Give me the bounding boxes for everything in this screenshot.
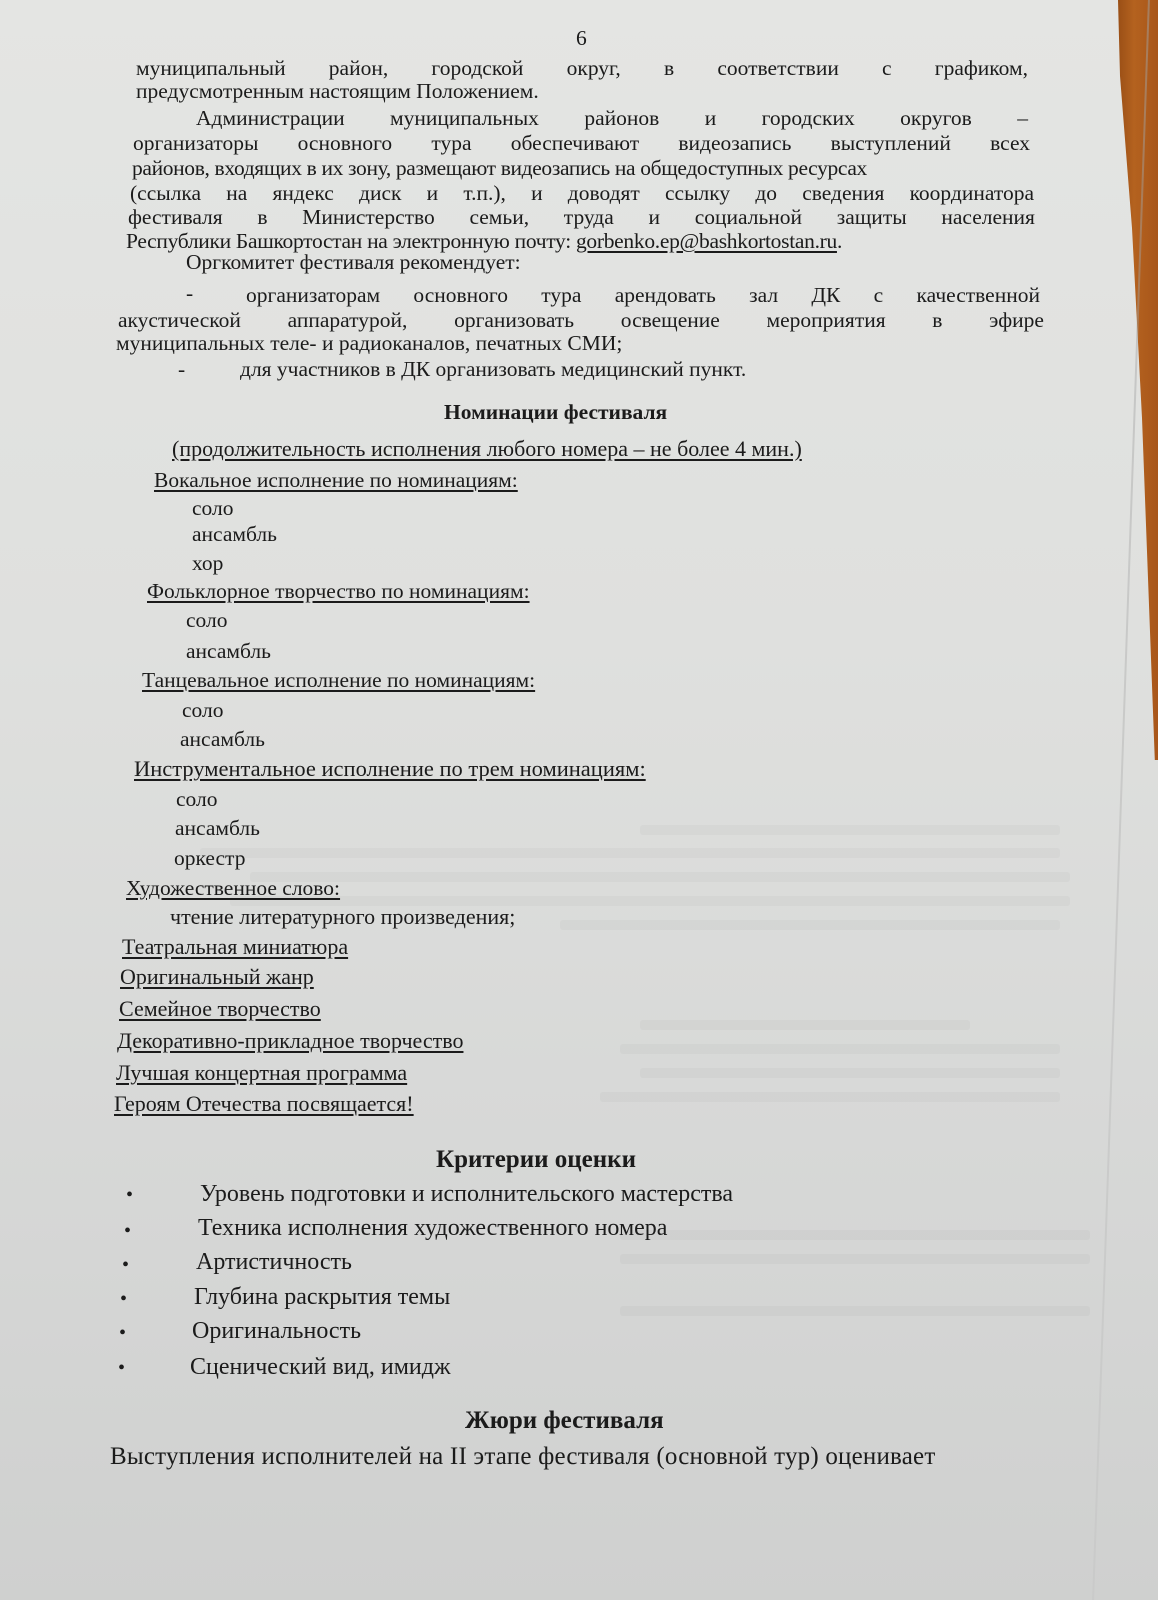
email-link[interactable]: gorbenko.ep@bashkortostan.ru <box>575 229 837 253</box>
word: труда <box>563 205 614 229</box>
nomination-group-heading: Инструментальное исполнение по трем номинациям: <box>134 756 646 781</box>
word: ссылку <box>664 181 731 205</box>
nomination-group-heading: Вокальное исполнение по номинациям: <box>154 468 518 492</box>
word: с <box>882 56 892 80</box>
nomination-single: Семейное творчество <box>119 996 321 1021</box>
bullet-icon: • <box>122 1254 130 1276</box>
word: – <box>1017 106 1028 130</box>
word: освещение <box>620 308 720 332</box>
criteria-item: Глубина раскрытия темы <box>194 1284 451 1310</box>
nomination-single: Декоративно-прикладное творчество <box>117 1028 464 1053</box>
criteria-item: Артистичность <box>196 1249 352 1275</box>
intro-line-2: предусмотренным настоящим Положением. <box>136 79 539 103</box>
word: видеозапись <box>678 131 792 155</box>
nomination-item: хор <box>192 551 224 575</box>
nomination-item: ансамбль <box>180 727 265 751</box>
nomination-item: соло <box>176 787 218 811</box>
jury-title: Жюри фестиваля <box>465 1407 664 1434</box>
criteria-item: Техника исполнения художественного номера <box>198 1215 668 1241</box>
criteria-title: Критерии оценки <box>436 1146 636 1173</box>
word: (ссылка <box>130 181 202 205</box>
word: Администрации <box>196 106 345 130</box>
word: защиты <box>836 205 907 229</box>
intro-line-1 <box>136 56 1028 80</box>
word: обеспечивают <box>510 131 640 155</box>
word: соответствии <box>717 56 839 80</box>
word: на <box>226 181 248 205</box>
word: населения <box>941 205 1035 229</box>
word: яндекс <box>272 181 334 205</box>
intro-line-7 <box>128 205 1035 229</box>
word: муниципальных <box>390 106 539 130</box>
word: координатора <box>909 181 1034 205</box>
word: зал <box>749 283 779 307</box>
bullet-icon: • <box>119 1322 127 1344</box>
word: основного <box>413 283 508 307</box>
bullet-icon: • <box>118 1357 126 1379</box>
criteria-item: Оригинальность <box>192 1318 362 1344</box>
word: в <box>257 205 268 229</box>
word: округов <box>900 106 972 130</box>
word: всех <box>990 131 1030 155</box>
bullet-icon: • <box>120 1288 128 1310</box>
nomination-group-heading: Фольклорное творчество по номинациям: <box>147 579 530 603</box>
bullet-icon: • <box>124 1220 132 1242</box>
word: качественной <box>916 283 1040 307</box>
word: с <box>873 283 884 307</box>
recommends-line: Оргкомитет фестиваля рекомендует: <box>186 250 521 274</box>
nomination-single: Героям Отечества посвящается! <box>114 1091 414 1116</box>
word: социальной <box>694 205 803 229</box>
word: графиком, <box>934 56 1028 80</box>
intro-line-8-period: . <box>836 229 843 253</box>
rec1-dash: - <box>186 281 194 305</box>
intro-line-6 <box>130 181 1034 205</box>
word: и <box>648 205 660 229</box>
word: организаторы <box>133 131 259 155</box>
intro-line-4 <box>133 131 1030 155</box>
bullet-icon: • <box>126 1184 134 1206</box>
nomination-item: ансамбль <box>186 639 271 663</box>
nomination-group-heading: Художественное слово: <box>126 876 341 900</box>
nomination-single: Лучшая концертная программа <box>116 1060 408 1085</box>
word: основного <box>297 131 393 155</box>
word: организаторам <box>246 283 381 307</box>
word: мероприятия <box>766 308 886 332</box>
rec1-line-1 <box>246 283 1040 307</box>
nomination-single: Театральная миниатюра <box>122 934 349 959</box>
word: до <box>755 181 778 205</box>
word: фестиваля <box>128 205 223 229</box>
rec2-dash: - <box>178 357 186 381</box>
word: эфире <box>989 308 1044 332</box>
word: ДК <box>811 283 841 307</box>
word: и <box>426 181 439 205</box>
word: городской <box>431 56 524 80</box>
word: семьи, <box>469 205 530 229</box>
word: акустической <box>118 308 241 332</box>
nomination-group-heading: Танцевальное исполнение по номинациям: <box>142 668 536 692</box>
nomination-single: Оригинальный жанр <box>120 964 314 989</box>
word: сведения <box>802 181 885 205</box>
word: т.п.), <box>463 181 506 205</box>
word: диск <box>359 181 402 205</box>
rec2-line: для участников в ДК организовать медицинский пункт. <box>240 357 747 381</box>
nominations-title: Номинации фестиваля <box>444 400 668 424</box>
criteria-item: Уровень подготовки и исполнительского мастерства <box>200 1181 734 1207</box>
rec1-line-2 <box>118 308 1044 332</box>
word: арендовать <box>614 283 716 307</box>
jury-text: Выступления исполнителей на II этапе фестиваля (основной тур) оценивает <box>110 1443 936 1470</box>
nomination-item: ансамбль <box>175 816 260 840</box>
word: тура <box>431 131 472 155</box>
rec1-line-3: муниципальных теле- и радиоканалов, печатных СМИ; <box>116 331 623 355</box>
word: и <box>704 106 717 130</box>
intro-line-8-text: Республики Башкортостан на электронную почту: <box>126 229 576 253</box>
nomination-item: оркестр <box>174 846 246 870</box>
nomination-item: ансамбль <box>192 522 277 546</box>
word: Министерство <box>302 205 435 229</box>
word: аппаратурой, <box>287 308 408 332</box>
criteria-item: Сценический вид, имидж <box>190 1354 451 1380</box>
intro-line-3 <box>196 106 1028 130</box>
word: тура <box>541 283 582 307</box>
word: округ, <box>566 56 621 80</box>
word: и <box>531 181 543 205</box>
word: в <box>932 308 943 332</box>
nominations-subtitle: (продолжительность исполнения любого номера – не более 4 мин.) <box>172 436 802 461</box>
nomination-item: соло <box>182 698 224 722</box>
word: организовать <box>454 308 575 332</box>
word: выступлений <box>830 131 951 155</box>
word: район, <box>328 56 389 80</box>
word: районов <box>584 106 660 130</box>
nomination-item: чтение литературного произведения; <box>170 904 516 929</box>
page-number: 6 <box>576 26 587 50</box>
word: доводят <box>567 181 640 205</box>
nomination-item: соло <box>186 608 228 632</box>
word: муниципальный <box>136 56 286 80</box>
nomination-item: соло <box>192 496 234 520</box>
intro-line-5: районов, входящих в их зону, размещают видеозапись на общедоступных ресурсах <box>132 156 867 180</box>
word: в <box>664 56 675 80</box>
word: городских <box>761 106 855 130</box>
